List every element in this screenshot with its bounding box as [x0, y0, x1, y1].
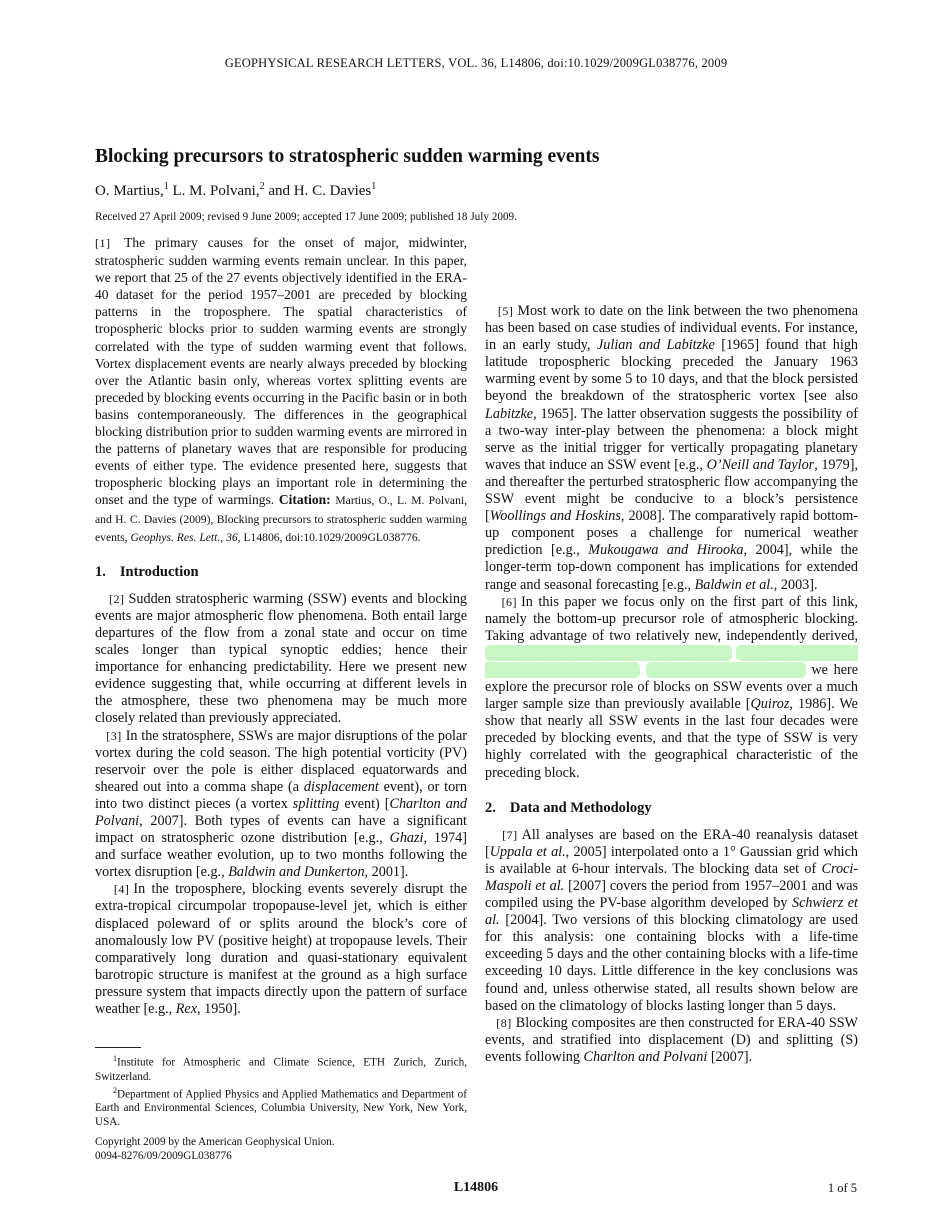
author-name: and H. C. Davies [268, 183, 372, 199]
author-list [95, 181, 376, 200]
paragraph-7: [7] All analyses are based on the ERA-40 reanalysis dataset [Uppala et al., 2005] interpolated onto a 1° Gaussian grid which is available at 6-hour intervals. The blocking data set of Croci-Maspoli et al. [2007] covers the period from 1957–2001 and was compiled using the PV-base algorithm developed by Schwierz et al. [2004]. Two versions of this blocking climatology are used for this analysis: one containing blocks with a life-time exceeding 5 days and the other containing blocks with a life-time exceeding 10 days. Little difference in the key conclusions was found and, unless otherwise stated, all results shown below are based on the climatology of blocks lasting longer than 5 days. [485, 826, 859, 1014]
abstract [95, 234, 467, 546]
paragraph-6: [6] In this paper we focus only on the first part of this link, namely the bottom-up precursor role of atmospheric blocking. Taking advantage of two relatively new, independently derived, climatologies of blocking and SSW events, respectively covering the period 1957–2001 and comprising 27 SSW events we here explore the precursor role of blocks on SSW events over a much larger sample size than previously available [Quiroz, 1986]. We show that nearly all SSW events in the last four decades were preceded by blocking events, and that the type of SSW is very highly correlated with the geographical characteristic of the preceding block. [485, 593, 859, 781]
section-heading-data-methodology: 2. Data and Methodology [485, 799, 652, 816]
footnote: $^1$Institute for Atmospheric and Climate Science, ETH Zurich, Zurich, Switzerland. [95, 1054, 467, 1083]
affiliation-mark: 2 [259, 181, 265, 192]
page-id: L14806 [453, 1180, 499, 1195]
highlight: respectively covering the period 1957–2001 and [485, 644, 858, 678]
received-dates: Received 27 April 2009; revised 9 June 2009; accepted 17 June 2009; published 18 July 2009. [95, 211, 517, 223]
affiliation-mark: 1 [163, 181, 169, 192]
citation-text: Martius, O., L. M. Polvani, and H. C. Davies (2009), Blocking precursors to stratospheric sudden warming events, Geophys. Res. Lett., 36, L14806, doi:10.1029/2009GL038776. [95, 494, 467, 544]
running-head: GEOPHYSICAL RESEARCH LETTERS, VOL. 36, L14806, doi:10.1029/2009GL038776, 2009 [224, 56, 728, 70]
copyright: Copyright 2009 by the American Geophysical Union. 0094-8276/09/2009GL038776 [95, 1136, 335, 1162]
paragraph-4: [4] In the troposphere, blocking events severely disrupt the extra-tropical circumpolar tropopause-level jet, which is either displaced poleward of or splits around the block’s core of anomalously low PV (positive height) at tropopause levels. Their comparatively long duration and quasi-stationary equivalent barotropic structure is manifest at the ground as a high surface pressure system that impacts directly upon the pattern of surface weather [e.g., Rex, 1950]. [95, 881, 468, 1018]
citation-label: Citation: [278, 492, 331, 508]
section-heading-introduction: 1. Introduction [95, 563, 199, 580]
author-name: O. Martius, [95, 183, 164, 199]
left-column [95, 234, 467, 1018]
paper-title: Blocking precursors to stratospheric sudden warming events [95, 146, 600, 167]
footnote: $^2$Department of Applied Physics and Applied Mathematics and Department of Earth and Environmental Sciences, Columbia University, New York, New York, USA. [95, 1085, 467, 1129]
paragraph-8: [8] Blocking composites are then constructed for ERA-40 SSW events, and stratified into displacement (D) and splitting (S) events following Charlton and Polvani [2007]. [485, 1014, 858, 1065]
author-name: L. M. Polvani, [172, 183, 260, 199]
right-column-body [485, 303, 858, 1066]
paragraph-number: [1] [95, 236, 111, 250]
footnotes [95, 1047, 467, 1129]
highlight: climatologies of blocking and SSW events, [485, 644, 732, 661]
affiliation-mark: 1 [371, 181, 377, 192]
footnote-rule [95, 1047, 141, 1048]
paragraph-5: [5] Most work to date on the link between the two phenomena has been based on case studies of individual events. For instance, in an early study, Julian and Labitzke [1965] found that high latitude tropospheric blocking preceded the January 1963 warming event by some 5 to 10 days, and that the block persisted beyond the breakdown of the stratospheric vortex [see also Labitzke, 1965]. The latter observation suggests the possibility of a two-way inter-play between the phenomena: a block might serve as the initial trigger for vertically propagating planetary waves that induce an SSW event [e.g., O’Neill and Taylor, 1979], and thereafter the perturbed stratospheric flow accompanying the SSW event might be conducive to a block’s persistence [Woollings and Hoskins, 2008]. The comparatively rapid bottom-up component poses a challenge for numerical weather prediction [e.g., Mukougawa and Hirooka, 2004], while the longer-term top-down component has implications for extended range and seasonal forecasting [e.g., Baldwin et al., 2003]. [485, 303, 859, 593]
abstract-text: The primary causes for the onset of major, midwinter, stratospheric sudden warming events remain unclear. In this paper, we report that 25 of the 27 events objectively identified in the ERA-40 dataset for the period 1957–2001 are preceded by blocking patterns in the troposphere. The spatial characteristics of tropospheric blocks prior to sudden warming events are strongly correlated with the type of sudden warming event that follows. Vortex displacement events are nearly always preceded by blocking over the Atlantic basin only, whereas vortex splitting events are preceded by blocking events occurring in the Pacific basin or in both basins contemporaneously. The differences in the geographical blocking distribution prior to sudden warming events are mirrored in the patterns of planetary waves that are responsible for producing events of either type. The evidence presented here, suggests that tropospheric blocking plays an important role in determining the onset and the type of warmings. [95, 235, 467, 508]
paragraph-3: [3] In the stratosphere, SSWs are major disruptions of the polar vortex during the cold season. The high potential vorticity (PV) reservoir over the pole is either displaced equatorwards and sheared out into a comma shape (a displacement event), or torn into two distinct pieces (a vortex splitting event) [Charlton and Polvani, 2007]. Both types of events can have a significant impact on stratospheric ozone distribution [e.g., Ghazi, 1974] and surface weather evolution, up to two months following the vortex disruption [e.g., Baldwin and Dunkerton, 2001]. [95, 727, 468, 881]
paragraph-2: [2] Sudden stratospheric warming (SSW) events and blocking events are major atmospheric flow phenomena. Both entail large departures of the flow from a zonal state and occur on time scales longer than typical synoptic eddies; hence their importance for enhancing predictability. Here we present new evidence suggesting that, while occurring at different levels in the atmosphere, these two phenomena may be much more closely related than previously appreciated. [95, 590, 468, 727]
page-count: 1 of 5 [827, 1181, 857, 1195]
highlight: comprising 27 SSW events [645, 661, 806, 678]
